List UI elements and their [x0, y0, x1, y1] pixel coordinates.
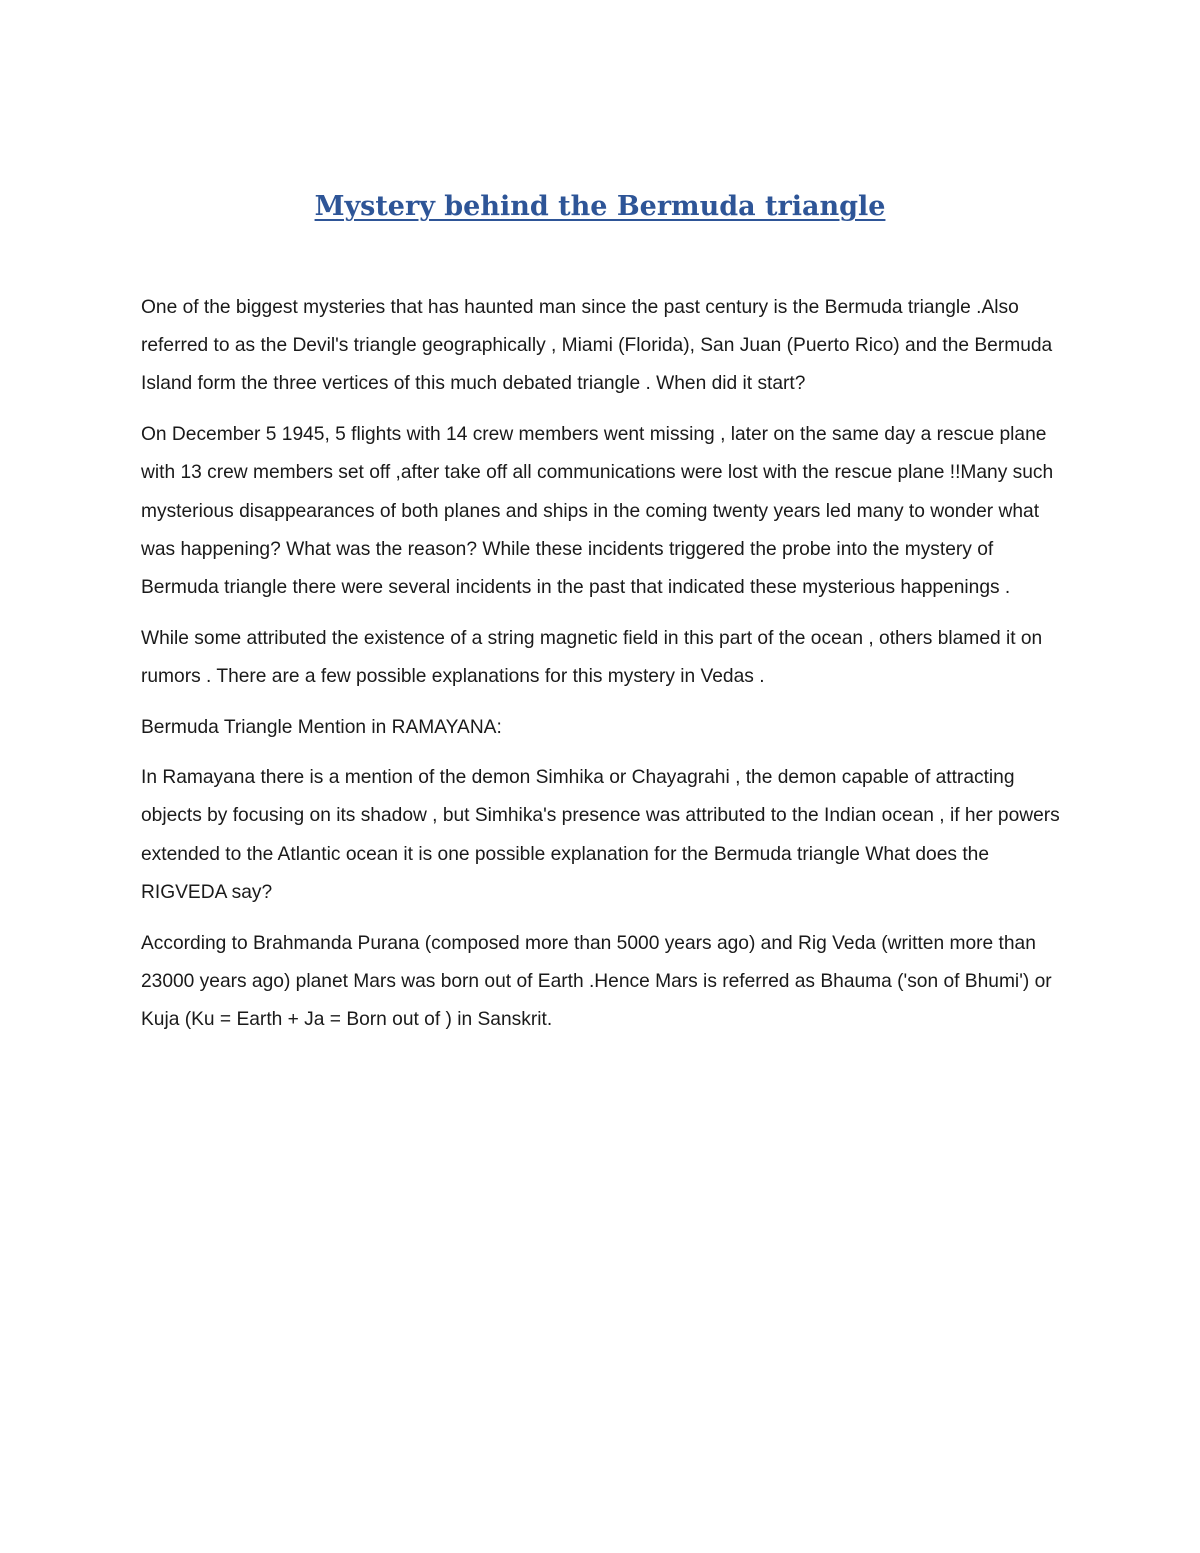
- paragraph-explanations: While some attributed the existence of a string magnetic field in this part of the ocean , others blamed it on rumors . There are a few possible explanations for this mystery in Vedas .: [141, 627, 1043, 687]
- paragraph-rigveda: According to Brahmanda Purana (composed more than 5000 years ago) and Rig Veda (written more than 23000 years ago) planet Mars was born out of Earth .Hence Mars is referred as Bhauma ('son of Bhumi') or Kuja (Ku = Earth + Ja = Born out of ) in Sanskrit.: [141, 932, 1052, 1030]
- document-title: Mystery behind the Bermuda triangle: [314, 191, 886, 222]
- paragraph-ramayana: In Ramayana there is a mention of the demon Simhika or Chayagrahi , the demon capable of attracting objects by focusing on its shadow , but Simhika's presence was attributed to the Indian ocean , if her powers extended to the Atlantic ocean it is one possible explanation for the Bermuda triangle What does the RIGVEDA say?: [141, 767, 1060, 903]
- document-body: [141, 289, 1066, 1052]
- paragraph-intro: One of the biggest mysteries that has haunted man since the past century is the Bermuda triangle .Also referred to as the Devil's triangle geographically , Miami (Florida), San Juan (Puerto Rico) and the Bermuda Island form the three vertices of this much debated triangle . When did it start?: [141, 297, 1053, 395]
- paragraph-ramayana-heading: Bermuda Triangle Mention in RAMAYANA:: [141, 716, 502, 738]
- paragraph-1945-disappearances: On December 5 1945, 5 flights with 14 crew members went missing , later on the same day a rescue plane with 13 crew members set off ,after take off all communications were lost with the rescue plane !!Many such mysterious disappearances of both planes and ships in the coming twenty years led many to wonder what was happening? What was the reason? While these incidents triggered the probe into the mystery of Bermuda triangle there were several incidents in the past that indicated these mysterious happenings .: [141, 424, 1054, 598]
